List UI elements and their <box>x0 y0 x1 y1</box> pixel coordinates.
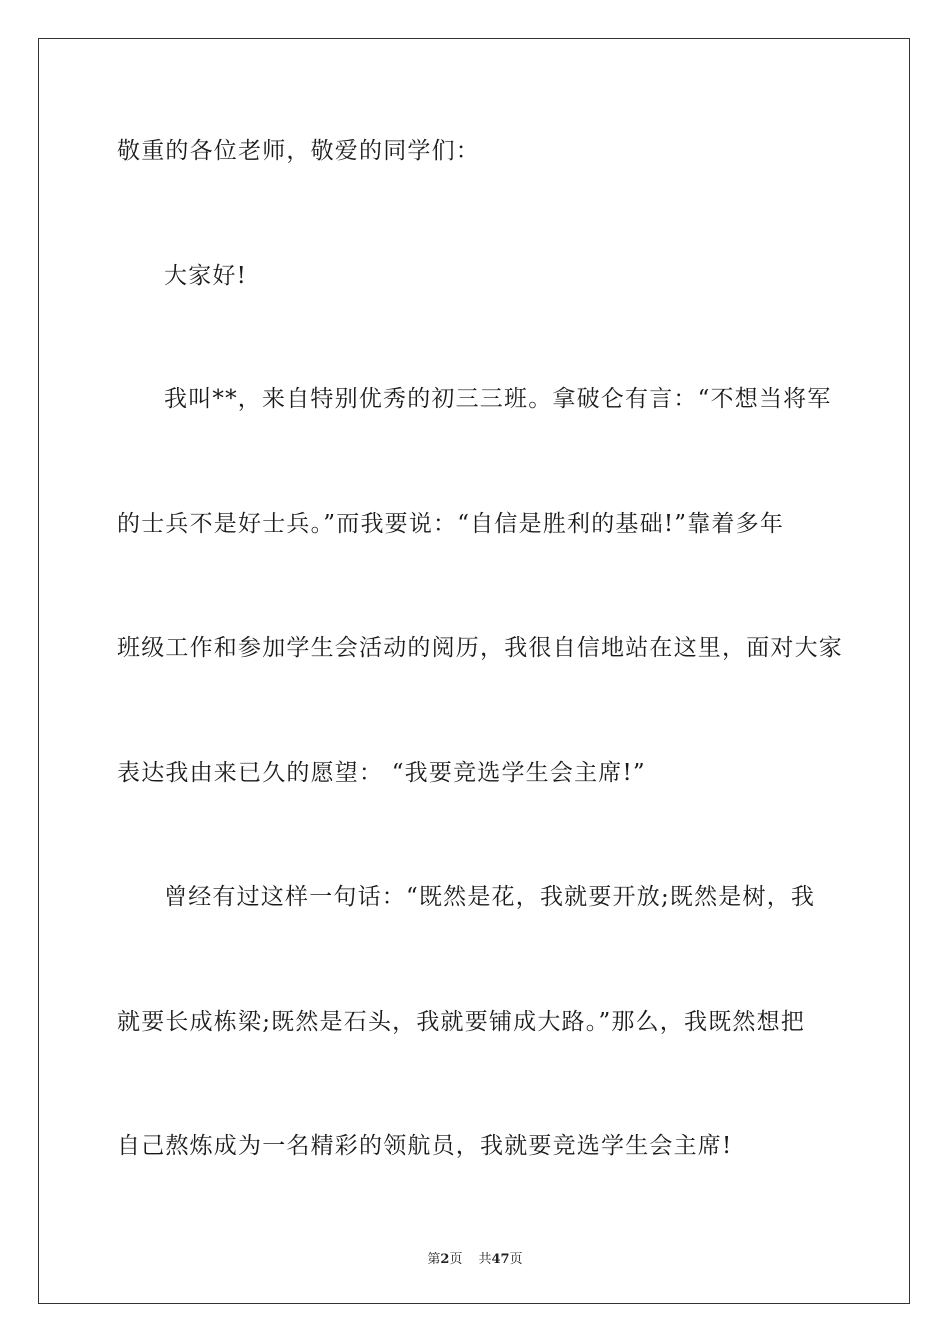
page-number: 2 <box>440 1252 450 1267</box>
page-suffix: 页 <box>449 1252 463 1267</box>
total-prefix: 共 <box>478 1252 492 1267</box>
paragraph-1-line-2: 的士兵不是好士兵。”而我要说：“自信是胜利的基础!”靠着多年 <box>117 511 785 537</box>
paragraph-2-line-3: 自己熬炼成为一名精彩的领航员，我就要竞选学生会主席! <box>117 1133 733 1159</box>
paragraph-1-line-4: 表达我由来已久的愿望： “我要竞选学生会主席!” <box>117 760 646 786</box>
total-pages: 47 <box>491 1252 510 1267</box>
page-border <box>38 38 910 1304</box>
page-prefix: 第 <box>427 1252 441 1267</box>
paragraph-1-line-1: 我叫**，来自特别优秀的初三三班。拿破仑有言：“不想当将军 <box>164 386 832 412</box>
paragraph-2-line-2: 就要长成栋梁;既然是石头，我就要铺成大路。”那么，我既然想把 <box>117 1009 806 1035</box>
salutation-line: 敬重的各位老师，敬爱的同学们： <box>117 138 480 164</box>
page-footer <box>0 1248 950 1267</box>
greeting-line: 大家好! <box>164 263 248 289</box>
paragraph-1-line-3: 班级工作和参加学生会活动的阅历，我很自信地站在这里，面对大家 <box>117 635 843 661</box>
paragraph-2-line-1: 曾经有过这样一句话：“既然是花，我就要开放;既然是树，我 <box>164 884 816 910</box>
total-suffix: 页 <box>509 1252 523 1267</box>
